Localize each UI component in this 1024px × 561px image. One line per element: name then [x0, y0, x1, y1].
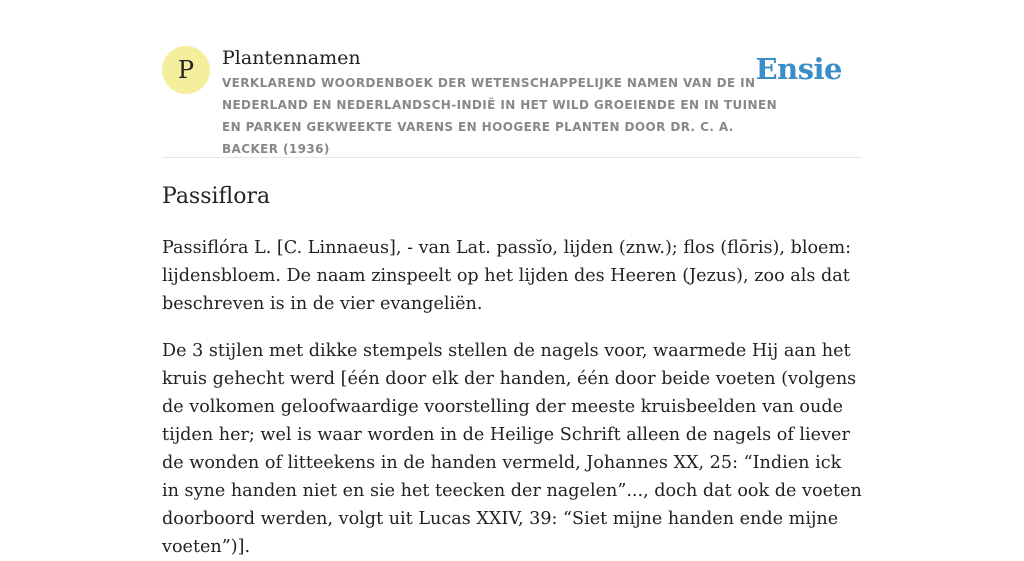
book-title[interactable]: Plantennamen: [222, 47, 361, 69]
book-avatar[interactable]: P: [162, 46, 210, 94]
page: [162, 0, 862, 557]
entry-title: Passiflora: [162, 184, 271, 209]
ensie-logo-link[interactable]: Ensie: [755, 52, 842, 86]
entry-paragraph: Passiflóra L. [C. Linnaeus], - van Lat. passĭo, lijden (znw.); flos (flōris), bloem: lijdensbloem. De naam zinspeelt op het lijden des Heeren (Jezus), zoo als dat beschreven is in de vier evangeliën.: [162, 238, 852, 314]
site-header: [162, 0, 862, 158]
book-subtitle: VERKLAREND WOORDENBOEK DER WETENSCHAPPELIJKE NAMEN VAN DE IN NEDERLAND EN NEDERLANDSCH-INDIË IN HET WILD GROEIENDE EN IN TUINEN EN PARKEN GEKWEEKTE VARENS EN HOOGERE PLANTEN DOOR DR. C. A. BACKER (1936): [222, 76, 778, 156]
entry-paragraph: De 3 stijlen met dikke stempels stellen de nagels voor, waarmede Hij aan het kruis gehecht werd [één door elk der handen, één door beide voeten (volgens de volkomen geloofwaardige voorstelling der meeste kruisbeelden van oude tijden her; wel is waar worden in de Heilige Schrift alleen de nagels of liever de wonden of litteekens in de handen vermeld, Johannes XX, 25: “Indien ick in syne handen niet en sie het teecken der nagelen”..., doch dat ook de voeten doorboord werden, volgt uit Lucas XXIV, 39: “Siet mijne handen ende mijne voeten”)].: [162, 341, 862, 557]
